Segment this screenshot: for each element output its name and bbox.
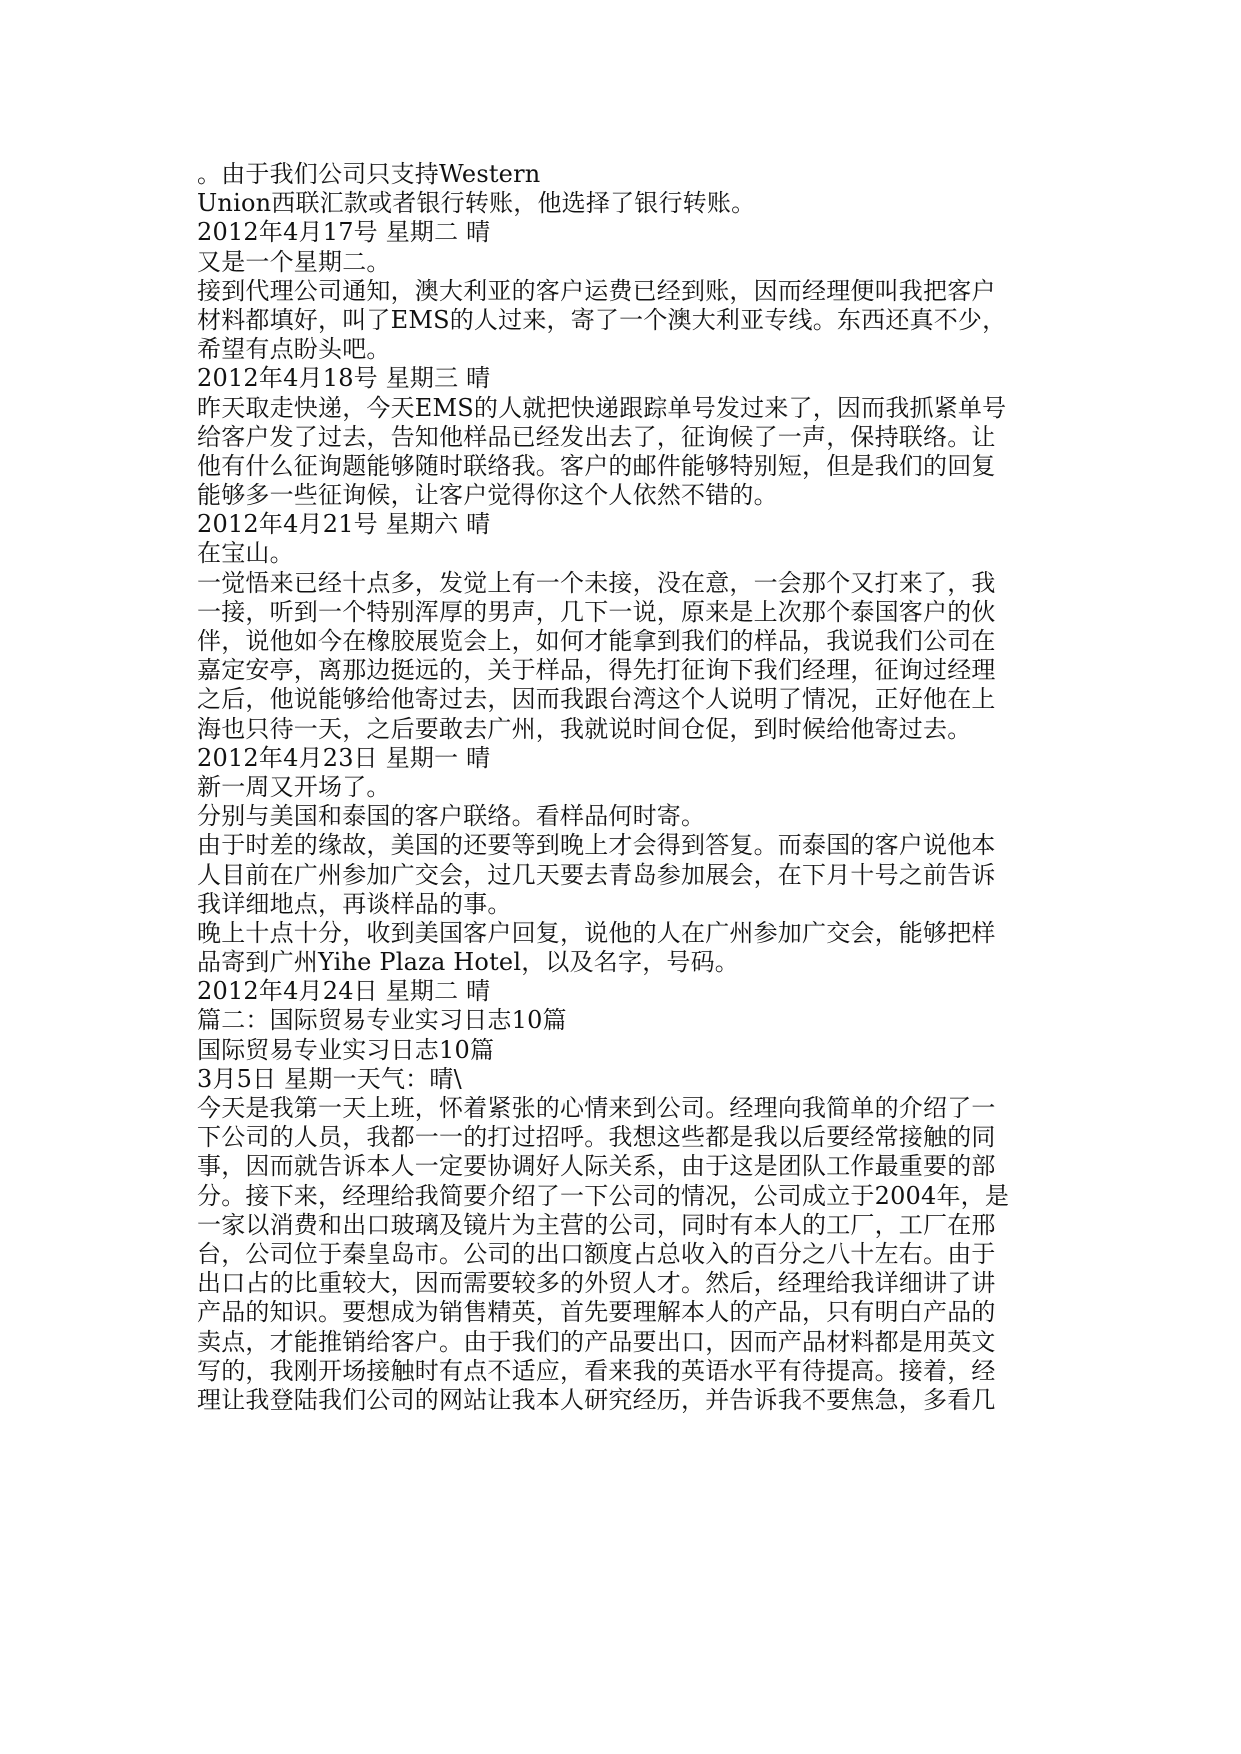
- text-line: 2012年4月23日 星期一 晴: [197, 743, 491, 772]
- text-line: 一家以消费和出口玻璃及镜片为主营的公司，同时有本人的工厂，工厂在邢: [197, 1210, 996, 1239]
- text-line: 2012年4月18号 星期三 晴: [197, 364, 491, 393]
- text-line: 伴，说他如今在橡胶展览会上，如何才能拿到我们的样品，我说我们公司在: [197, 627, 996, 655]
- text-line: 2012年4月17号 星期二 晴: [197, 218, 491, 247]
- text-line: 分别与美国和泰国的客户联络。看样品何时寄。: [197, 802, 706, 831]
- text-line: 海也只待一天，之后要敢去广州，我就说时间仓促，到时候给他寄过去。: [197, 714, 972, 743]
- text-line: 理让我登陆我们公司的网站让我本人研究经历，并告诉我不要焦急，多看几: [197, 1385, 996, 1414]
- text-line: Union西联汇款或者银行转账，他选择了银行转账。: [197, 189, 756, 218]
- text-line: 新一周又开场了。: [197, 772, 391, 801]
- text-line: 我详细地点，再谈样品的事。: [197, 889, 512, 918]
- text-line: 2012年4月21号 星期六 晴: [197, 510, 491, 539]
- text-line: 写的，我刚开场接触时有点不适应，看来我的英语水平有待提高。接着，经: [197, 1356, 996, 1385]
- text-line: 一觉悟来已经十点多，发觉上有一个未接，没在意，一会那个又打来了，我: [197, 568, 996, 597]
- document-body: [197, 160, 1027, 1415]
- text-line: 能够多一些征询候，让客户觉得你这个人依然不错的。: [197, 481, 778, 510]
- text-line: 出口占的比重较大，因而需要较多的外贸人才。然后，经理给我详细讲了讲: [197, 1269, 996, 1298]
- text-line: 下公司的人员，我都一一的打过招呼。我想这些都是我以后要经常接触的同: [197, 1123, 996, 1152]
- text-line: 篇二：国际贸易专业实习日志10篇: [197, 1006, 567, 1035]
- text-line: 一接，听到一个特别浑厚的男声，几下一说，原来是上次那个泰国客户的伙: [197, 597, 996, 626]
- text-line: 事，因而就告诉本人一定要协调好人际关系，由于这是团队工作最重要的部: [197, 1152, 996, 1181]
- text-line: 2012年4月24日 星期二 晴: [197, 977, 491, 1006]
- text-line: 台，公司位于秦皇岛市。公司的出口额度占总收入的百分之八十左右。由于: [197, 1239, 996, 1268]
- text-line: 。由于我们公司只支持Western: [197, 160, 541, 188]
- text-line: 卖点，才能推销给客户。由于我们的产品要出口，因而产品材料都是用英文: [197, 1327, 996, 1356]
- text-line: 分。接下来，经理给我简要介绍了一下公司的情况，公司成立于2004年，是: [197, 1181, 1010, 1210]
- text-line: 今天是我第一天上班，怀着紧张的心情来到公司。经理向我简单的介绍了一: [197, 1094, 996, 1122]
- text-line: 国际贸易专业实习日志10篇: [197, 1035, 495, 1064]
- text-line: 品寄到广州Yihe Plaza Hotel，以及名字，号码。: [197, 948, 740, 977]
- text-line: 产品的知识。要想成为销售精英，首先要理解本人的产品，只有明白产品的: [197, 1298, 996, 1327]
- text-line: 给客户发了过去，告知他样品已经发出去了，征询候了一声，保持联络。让: [197, 422, 996, 451]
- text-line: 接到代理公司通知，澳大利亚的客户运费已经到账，因而经理便叫我把客户: [197, 276, 996, 305]
- text-line: 人目前在广州参加广交会，过几天要去青岛参加展会，在下月十号之前告诉: [197, 860, 996, 889]
- text-line: 他有什么征询题能够随时联络我。客户的邮件能够特别短，但是我们的回复: [197, 451, 996, 480]
- text-line: 昨天取走快递，今天EMS的人就把快递跟踪单号发过来了，因而我抓紧单号: [197, 393, 1007, 422]
- text-line: 材料都填好，叫了EMS的人过来，寄了一个澳大利亚专线。东西还真不少，: [197, 305, 1007, 334]
- text-line: 晚上十点十分，收到美国客户回复，说他的人在广州参加广交会，能够把样: [197, 918, 996, 947]
- text-line: 由于时差的缘故，美国的还要等到晚上才会得到答复。而泰国的客户说他本: [197, 831, 996, 860]
- text-line: 在宝山。: [197, 539, 294, 568]
- text-line: 又是一个星期二。: [197, 247, 391, 276]
- text-line: 之后，他说能够给他寄过去，因而我跟台湾这个人说明了情况，正好他在上: [197, 685, 996, 714]
- text-line: 希望有点盼头吧。: [197, 335, 391, 364]
- text-line: 3月5日 星期一天气：晴\: [197, 1064, 462, 1093]
- text-line: 嘉定安亭，离那边挺远的，关于样品，得先打征询下我们经理，征询过经理: [197, 656, 996, 685]
